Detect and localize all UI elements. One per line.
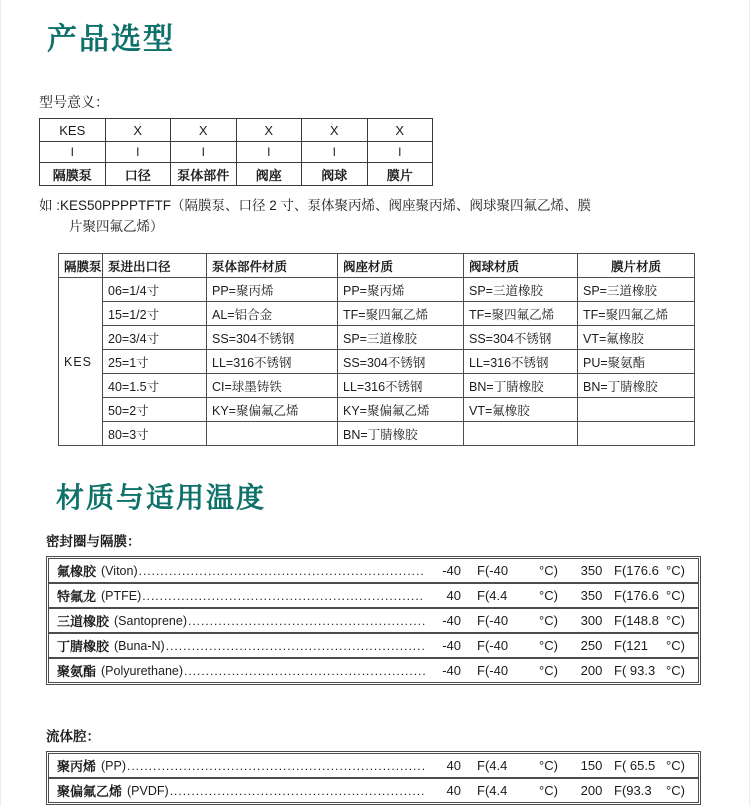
model-code-row xyxy=(40,119,433,142)
material-name-en: (PTFE) xyxy=(101,588,142,603)
meaning-cell: 阀座 xyxy=(236,163,302,186)
table-cell: BN=丁腈橡胶 xyxy=(578,374,695,398)
header-body-material: 泵体部件材质 xyxy=(207,254,338,278)
low-temp-c: F(4.4 xyxy=(477,758,508,773)
low-temp-f: -40 xyxy=(442,613,461,628)
meaning-cell: 隔膜泵 xyxy=(40,163,106,186)
high-temp-c: F(176.6 xyxy=(614,588,659,603)
model-code-cell: X xyxy=(302,119,368,142)
meaning-cell: 阀球 xyxy=(302,163,368,186)
table-cell: SS=304不锈钢 xyxy=(464,326,578,350)
table-cell: LL=316不锈钢 xyxy=(338,374,464,398)
high-temp-f: 150 xyxy=(580,758,603,773)
meaning-cell: 口径 xyxy=(105,163,171,186)
celsius-unit: °C) xyxy=(666,638,685,653)
section-title-materials: 材质与适用温度 xyxy=(56,482,267,513)
table-cell: TF=聚四氟乙烯 xyxy=(464,302,578,326)
celsius-unit: °C) xyxy=(666,613,685,628)
material-name-cn: 氟橡胶 xyxy=(57,564,97,579)
connector-cell: I xyxy=(40,142,106,163)
high-temp-f: 350 xyxy=(580,588,603,603)
celsius-unit: °C) xyxy=(666,783,685,798)
table-cell: KY=聚偏氟乙烯 xyxy=(207,398,338,422)
model-code-cell: X xyxy=(105,119,171,142)
high-temp-c: F(176.6 xyxy=(614,563,659,578)
table-cell: SP=三道橡胶 xyxy=(464,278,578,302)
table-cell: 15=1/2寸 xyxy=(103,302,207,326)
low-temp-f: -40 xyxy=(442,663,461,678)
material-name-en: (PP) xyxy=(101,758,127,773)
celsius-unit: °C) xyxy=(666,588,685,603)
fluid-chamber-label: 流体腔： xyxy=(46,729,100,744)
meaning-cell: 泵体部件 xyxy=(171,163,237,186)
dot-leader xyxy=(166,639,425,653)
temp-row xyxy=(48,608,699,633)
series-cell: KES xyxy=(59,278,103,446)
table-cell: 50=2寸 xyxy=(103,398,207,422)
material-name-en: (Buna-N) xyxy=(114,638,165,653)
table-row xyxy=(59,374,695,398)
table-row xyxy=(59,422,695,446)
table-cell: SP=三道橡胶 xyxy=(338,326,464,350)
page-title: 产品选型 xyxy=(47,23,175,56)
low-temp-c: F(4.4 xyxy=(477,783,508,798)
table-cell: PP=聚丙烯 xyxy=(338,278,464,302)
temp-row xyxy=(48,658,699,683)
table-cell: PP=聚丙烯 xyxy=(207,278,338,302)
fluid-temperature-table xyxy=(46,751,701,805)
model-code-table xyxy=(39,118,433,186)
high-temp-c: F(93.3 xyxy=(614,783,652,798)
connector-cell: I xyxy=(302,142,368,163)
material-name-cn: 聚丙烯 xyxy=(57,759,97,774)
temp-row xyxy=(48,583,699,608)
table-cell: 06=1/4寸 xyxy=(103,278,207,302)
model-code-cell: X xyxy=(367,119,433,142)
table-cell: CI=球墨铸铁 xyxy=(207,374,338,398)
material-name-cn: 聚氨酯 xyxy=(57,664,97,679)
table-cell: SP=三道橡胶 xyxy=(578,278,695,302)
high-temp-c: F( 65.5 xyxy=(614,758,656,773)
high-temp-c: F(148.8 xyxy=(614,613,659,628)
temp-row xyxy=(48,633,699,658)
table-cell: PU=聚氨酯 xyxy=(578,350,695,374)
model-meaning-label: 型号意义： xyxy=(39,94,109,110)
table-row xyxy=(59,398,695,422)
connector-cell: I xyxy=(236,142,302,163)
low-temp-c: F(-40 xyxy=(477,638,509,653)
celsius-unit: °C) xyxy=(539,588,558,603)
low-temp-c: F(4.4 xyxy=(477,588,508,603)
celsius-unit: °C) xyxy=(539,638,558,653)
low-temp-c: F(-40 xyxy=(477,563,509,578)
table-cell: 40=1.5寸 xyxy=(103,374,207,398)
table-cell: VT=氟橡胶 xyxy=(578,326,695,350)
high-temp-f: 200 xyxy=(580,783,603,798)
material-name-en: (Polyurethane) xyxy=(101,663,184,678)
selection-header-row xyxy=(59,254,695,278)
high-temp-f: 250 xyxy=(580,638,603,653)
header-seat-material: 阀座材质 xyxy=(338,254,464,278)
dot-leader xyxy=(184,664,425,678)
low-temp-f: -40 xyxy=(442,563,461,578)
meaning-cell: 膜片 xyxy=(367,163,433,186)
temp-row xyxy=(48,558,699,583)
material-name-en: (Viton) xyxy=(101,563,138,578)
dot-leader xyxy=(170,784,425,798)
model-code-cell: X xyxy=(236,119,302,142)
celsius-unit: °C) xyxy=(539,758,558,773)
header-pump: 隔膜泵 xyxy=(59,254,103,278)
connector-cell: I xyxy=(367,142,433,163)
table-cell xyxy=(578,422,695,446)
model-connector-row xyxy=(40,142,433,163)
low-temp-f: -40 xyxy=(442,638,461,653)
table-cell: 25=1寸 xyxy=(103,350,207,374)
header-port-size: 泵进出口径 xyxy=(103,254,207,278)
model-meaning-row xyxy=(40,163,433,186)
material-name-en: (PVDF) xyxy=(127,783,169,798)
celsius-unit: °C) xyxy=(666,563,685,578)
table-row xyxy=(59,350,695,374)
temp-row xyxy=(48,778,699,803)
table-cell: BN=丁腈橡胶 xyxy=(464,374,578,398)
table-cell xyxy=(464,422,578,446)
material-name-cn: 聚偏氟乙烯 xyxy=(57,784,123,799)
high-temp-f: 300 xyxy=(580,613,603,628)
celsius-unit: °C) xyxy=(666,663,685,678)
example-text xyxy=(39,195,699,237)
table-cell: TF=聚四氟乙烯 xyxy=(578,302,695,326)
high-temp-c: F( 93.3 xyxy=(614,663,656,678)
material-name-cn: 三道橡胶 xyxy=(57,614,110,629)
table-cell: KY=聚偏氟乙烯 xyxy=(338,398,464,422)
celsius-unit: °C) xyxy=(539,783,558,798)
table-cell: BN=丁腈橡胶 xyxy=(338,422,464,446)
low-temp-f: 40 xyxy=(446,588,461,603)
low-temp-c: F(-40 xyxy=(477,613,509,628)
dot-leader xyxy=(127,759,425,773)
celsius-unit: °C) xyxy=(539,563,558,578)
model-code-cell: X xyxy=(171,119,237,142)
dot-leader xyxy=(139,564,425,578)
material-name-cn: 特氟龙 xyxy=(57,589,97,604)
table-cell: AL=铝合金 xyxy=(207,302,338,326)
high-temp-f: 200 xyxy=(580,663,603,678)
header-diaphragm-material: 膜片材质 xyxy=(578,254,695,278)
low-temp-f: 40 xyxy=(446,783,461,798)
high-temp-c: F(121 xyxy=(614,638,648,653)
material-name-en: (Santoprene) xyxy=(114,613,187,628)
material-name-cn: 丁腈橡胶 xyxy=(57,639,110,654)
dot-leader xyxy=(188,614,425,628)
model-code-cell: KES xyxy=(40,119,106,142)
table-cell: 20=3/4寸 xyxy=(103,326,207,350)
table-row xyxy=(59,326,695,350)
table-cell: SS=304不锈钢 xyxy=(338,350,464,374)
table-cell: LL=316不锈钢 xyxy=(464,350,578,374)
low-temp-f: 40 xyxy=(446,758,461,773)
celsius-unit: °C) xyxy=(666,758,685,773)
table-row xyxy=(59,278,695,302)
table-cell xyxy=(578,398,695,422)
seals-label: 密封圈与隔膜： xyxy=(46,534,141,549)
temp-row xyxy=(48,753,699,778)
table-cell: LL=316不锈钢 xyxy=(207,350,338,374)
dot-leader xyxy=(142,589,425,603)
low-temp-c: F(-40 xyxy=(477,663,509,678)
example-line-1: 如 :KES50PPPPTFTF（隔膜泵、口径 2 寸、泵体聚丙烯、阀座聚丙烯、阀球聚四氟乙烯、膜 xyxy=(39,198,592,213)
connector-cell: I xyxy=(105,142,171,163)
table-cell: TF=聚四氟乙烯 xyxy=(338,302,464,326)
table-cell: SS=304不锈钢 xyxy=(207,326,338,350)
header-ball-material: 阀球材质 xyxy=(464,254,578,278)
table-cell: VT=氟橡胶 xyxy=(464,398,578,422)
seals-temperature-table xyxy=(46,556,701,685)
table-cell xyxy=(207,422,338,446)
connector-cell: I xyxy=(171,142,237,163)
selection-table xyxy=(58,253,695,446)
example-line-2: 片聚四氟乙烯） xyxy=(69,219,164,234)
celsius-unit: °C) xyxy=(539,663,558,678)
table-row xyxy=(59,302,695,326)
high-temp-f: 350 xyxy=(580,563,603,578)
table-cell: 80=3寸 xyxy=(103,422,207,446)
celsius-unit: °C) xyxy=(539,613,558,628)
